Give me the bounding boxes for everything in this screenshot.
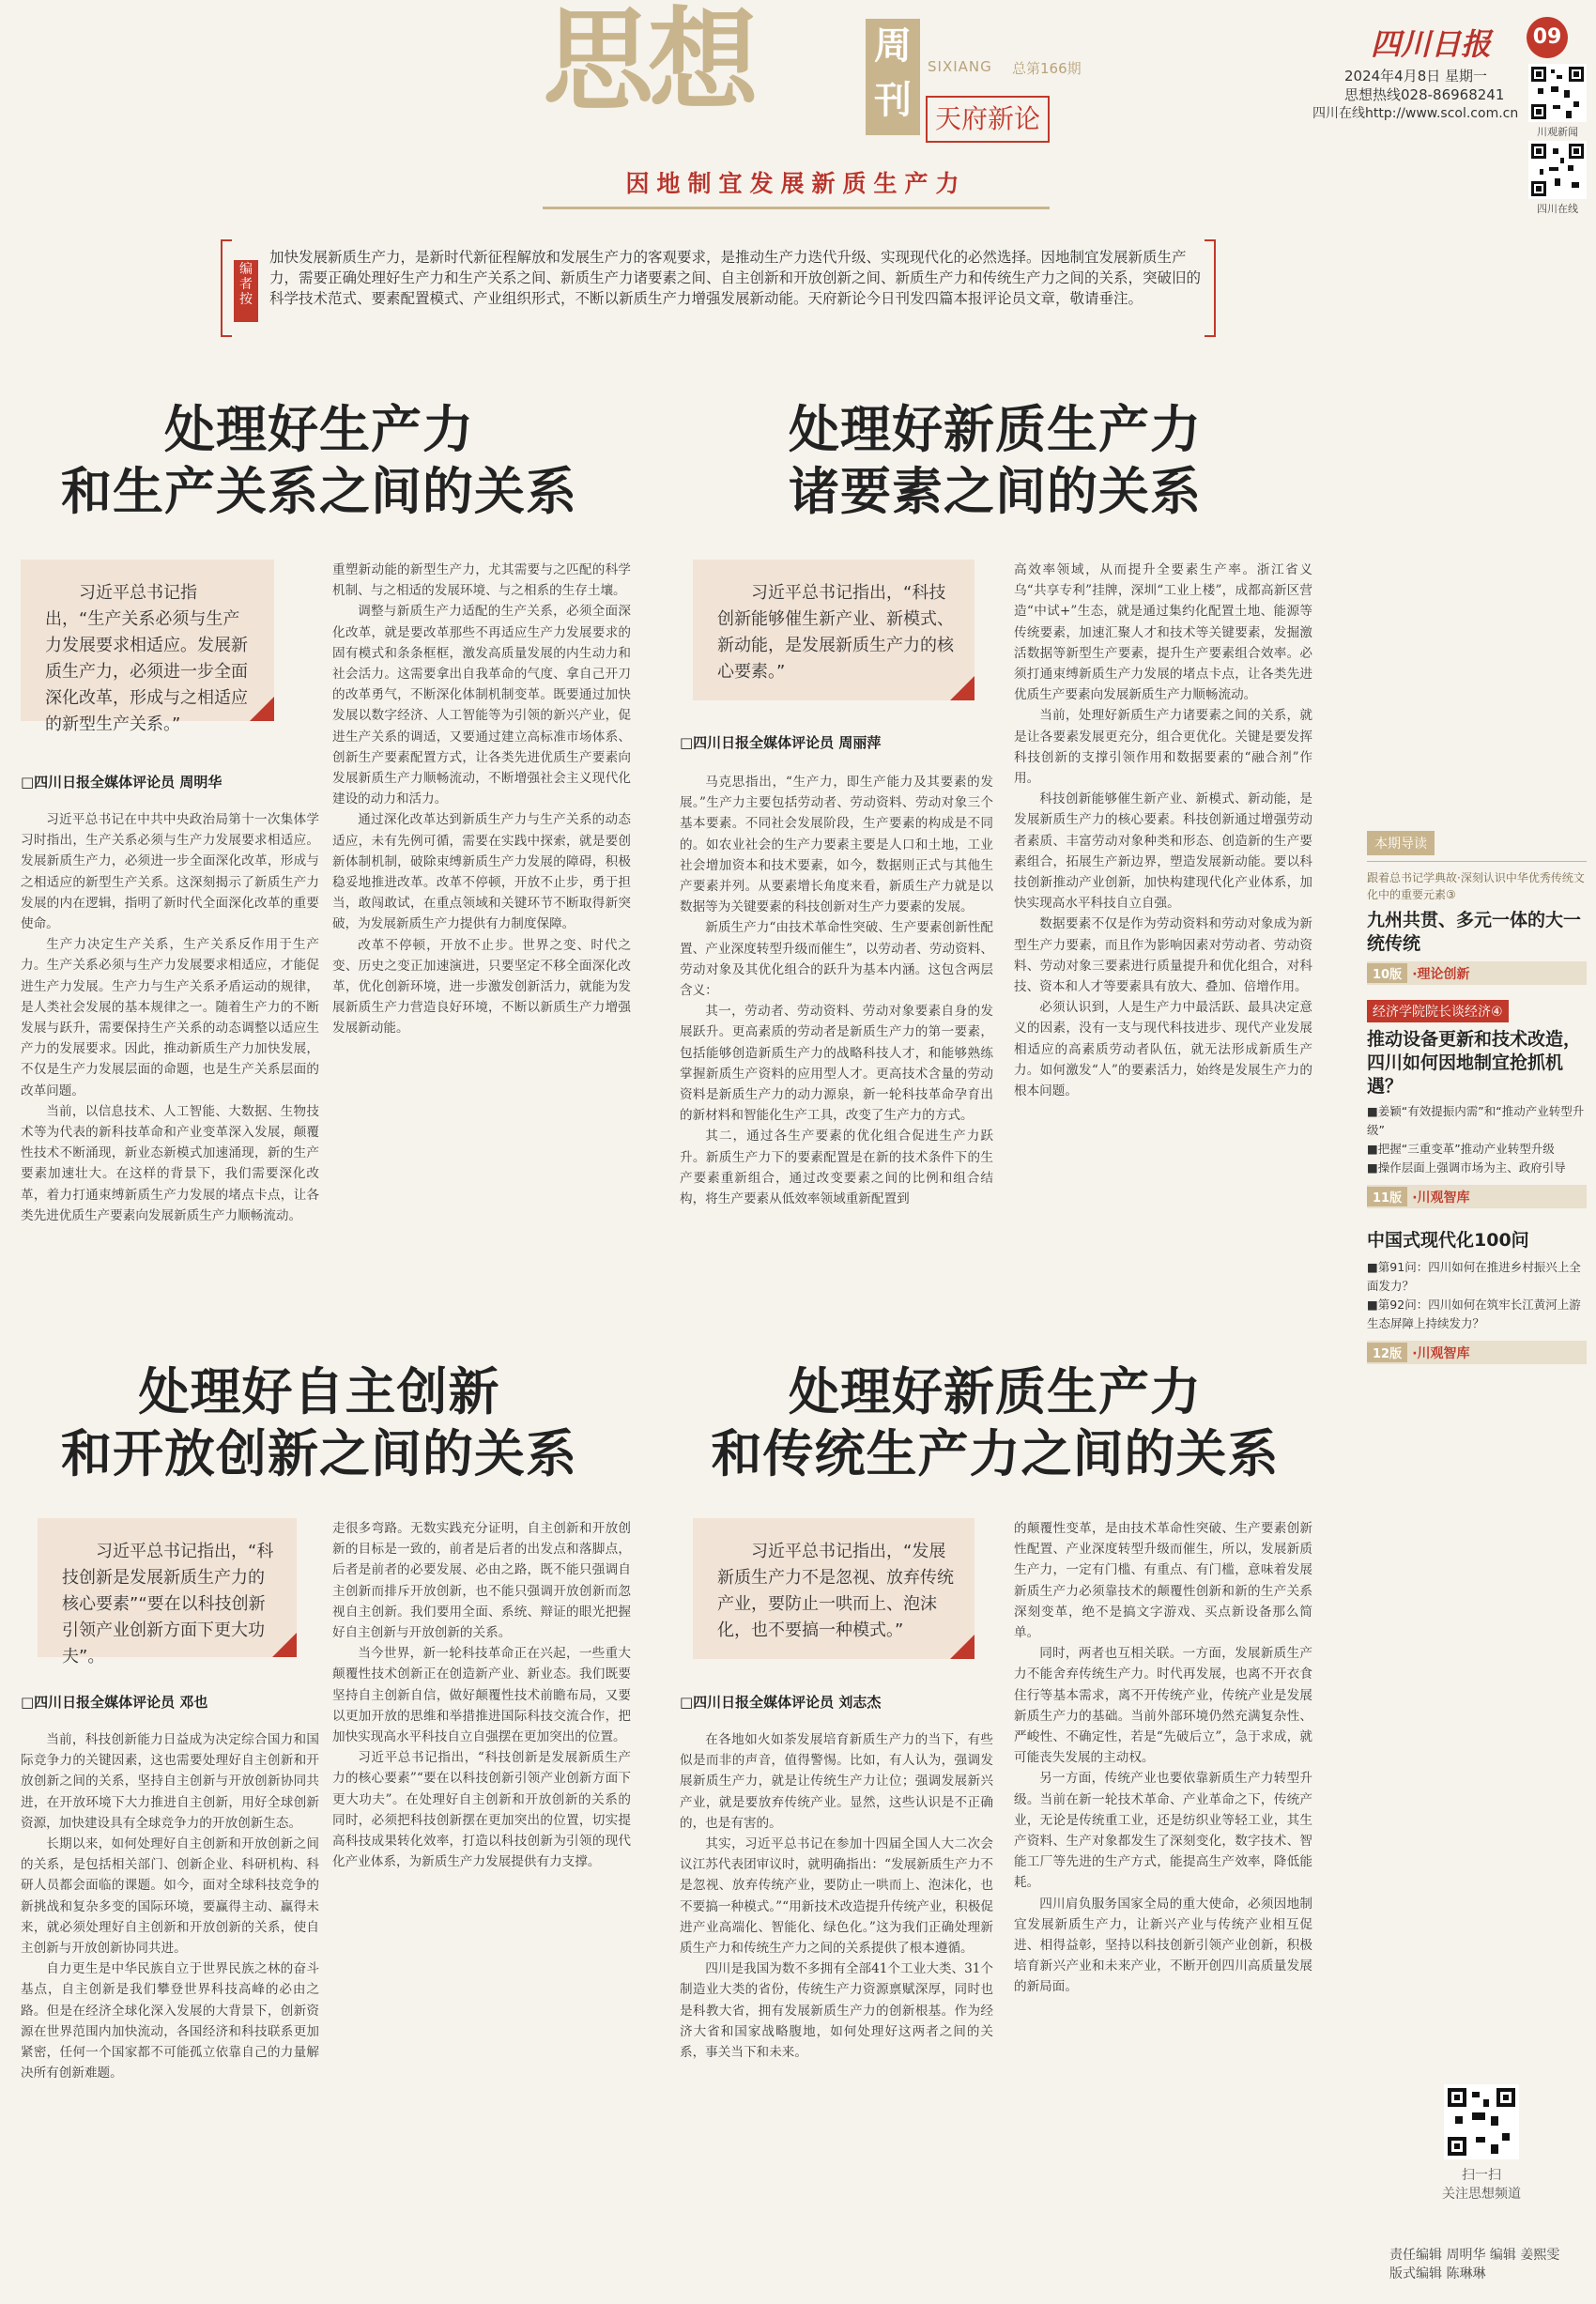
paragraph: 在各地如火如荼发展培育新质生产力的当下，有些似是而非的声音，值得警惕。比如，有人认为，强调发展新质生产力，就是让传统生产力让位；强调发展新兴产业，就是要放弃传统产业。显然，这些认识是不正确的，也是有害的。 xyxy=(680,1732,993,1831)
newspaper-logo: 四川日报 xyxy=(1371,26,1492,62)
article4-title-line2: 和传统生产力之间的关系 xyxy=(711,1424,1280,1483)
guide-item1-section: ·理论创新 xyxy=(1412,967,1470,982)
qr3-label2: 关注思想频道 xyxy=(1442,2187,1521,2202)
qr3-label1: 扫一扫 xyxy=(1462,2168,1501,2183)
article1-title-line1: 处理好生产力 xyxy=(164,400,474,459)
guide-item2-section: ·川观智库 xyxy=(1412,1190,1470,1206)
article1-title xyxy=(19,399,620,523)
note-bracket-right xyxy=(1205,239,1216,337)
masthead-week: 周刊 xyxy=(866,19,920,135)
note-text: 加快发展新质生产力，是新时代新征程解放和发展生产力的客观要求，是推动生产力迭代升级、实现现代化的必然选择。因地制宜发展新质生产力，需要正确处理好生产力和生产关系之间、新质生产力诸要素之间、自主创新和开放创新之间、新质生产力和传统生产力之间的关系，突破旧的科学技术范式、要素配置模式、产业组织形式，不断以新质生产力增强发展新动能。天府新论今日刊发四篇本报评论员文章，敬请垂注。 xyxy=(269,249,1202,307)
paragraph: 其实，习近平总书记在参加十四届全国人大二次会议江苏代表团审议时，就明确指出：“发展新质生产力不是忽视、放弃传统产业，要防止一哄而上、泡沫化，也不要搞一种模式。”“用新技术改造提升传统产业，积极促进产业高端化、智能化、绿色化。”这为我们正确处理新质生产力和传统生产力之间的关系提供了根本遵循。 xyxy=(680,1836,993,1957)
guide-item2-bullet: ■操作层面上强调市场为主、政府引导 xyxy=(1367,1160,1566,1175)
masthead-title: 思想 xyxy=(543,0,754,126)
paragraph: 四川肩负服务国家全局的重大使命，必须因地制宜发展新质生产力，让新兴产业与传统产业相互促进、相得益彰，坚持以科技创新引领产业创新，积极培育新兴产业和未来产业，不断开创四川高质量发展的新局面。 xyxy=(1014,1896,1312,1995)
quote-corner-icon xyxy=(950,1635,974,1659)
paragraph: 马克思指出，“生产力，即生产能力及其要素的发展。”生产力主要包括劳动者、劳动资料、劳动对象三个基本要素。不同社会发展阶段，生产要素的构成是不同的。如农业社会的生产力要素主要是人口和土地，工业社会增加资本和技术要素，如今，数据则正式与其他生产要素并列。从要素增长角度来看，新质生产力就是以数据等为关键要素的科技创新对生产力要素的发展。 xyxy=(680,775,993,915)
article3-title-line2: 和开放创新之间的关系 xyxy=(61,1424,577,1483)
article2-col2 xyxy=(1014,560,1312,1303)
article2-byline: □四川日报全媒体评论员 周丽萍 xyxy=(680,734,882,751)
guide-item2-page: 11版 xyxy=(1367,1187,1407,1206)
article1-col2 xyxy=(332,560,631,1303)
editor-note xyxy=(221,239,1216,337)
article1-byline: □四川日报全媒体评论员 周明华 xyxy=(21,774,223,791)
paragraph: 四川是我国为数不多拥有全部41个工业大类、31个制造业大类的省份，传统生产力资源禀赋深厚，同时也是科教大省，拥有发展新质生产力的创新根基。作为经济大省和国家战略腹地，如何处理好这两者之间的关系，事关当下和未来。 xyxy=(680,1961,993,2061)
masthead-pinyin: SIXIANG xyxy=(928,58,992,75)
article4-col1 xyxy=(680,1729,993,2293)
article4-title xyxy=(657,1361,1333,1485)
credit-editors: 责任编辑 周明华 编辑 姜熙雯 xyxy=(1389,2248,1560,2263)
masthead-forum: 天府新论 xyxy=(926,96,1050,143)
article4-title-line1: 处理好新质生产力 xyxy=(789,1362,1202,1421)
article2-title-line2: 诸要素之间的关系 xyxy=(789,462,1202,521)
paragraph: 通过深化改革达到新质生产力与生产关系的动态适应，未有先例可循，需要在实践中探索，就是要创新体制机制，破除束缚新质生产力发展的障碍，积极稳妥地推进改革。改革不停顿，开放不止步，勇于担当，敢闯敢试，在重点领域和关键环节不断取得新突破，为发展新质生产力提供有力制度保障。 xyxy=(332,812,631,932)
article4-byline: □四川日报全媒体评论员 刘志杰 xyxy=(680,1694,882,1711)
page-number: 09 xyxy=(1527,17,1568,58)
quote-corner-icon xyxy=(950,676,974,700)
paragraph: 必须认识到，人是生产力中最活跃、最具决定意义的因素，没有一支与现代科技进步、现代产业发展相适应的高素质劳动者队伍，就无法形成新质生产力。如何激发“人”的要素活力，始终是发展生产力的根本问题。 xyxy=(1014,1000,1312,1099)
article4-quote xyxy=(693,1518,974,1659)
note-bracket-left xyxy=(221,239,232,337)
hotline: 思想热线028-86968241 xyxy=(1344,86,1505,103)
article3-quote-text: 习近平总书记指出，“科技创新是发展新质生产力的核心要素”“要在以科技创新引领产业创新方面下更大功夫”。 xyxy=(62,1542,274,1667)
paragraph: 当今世界，新一轮科技革命正在兴起，一些重大颠覆性技术创新正在创造新产业、新业态。我们既要坚持自主创新自信，做好颠覆性技术前瞻布局，又要以更加开放的思维和举措推进国际科技交流合作，把加快实现高水平科技自立自强摆在更加突出的位置。 xyxy=(332,1646,631,1745)
qr-code-icon xyxy=(1528,64,1587,122)
paragraph: 调整与新质生产力适配的生产关系，必须全面深化改革，就是要改革那些不再适应生产力发展要求的固有模式和条条框框，激发高质量发展的内生动力和社会活力。这需要拿出自我革命的气度、拿自己开刀的改革勇气，不断深化体制机制变革。既要通过加快发展以数字经济、人工智能等为引领的新兴产业，促进生产关系的调适，又要通过建立高标准市场体系、创新生产要素配置方式，让各类先进优质生产要素向发展新质生产力顺畅流动，不断增强社会主义现代化建设的动力和活力。 xyxy=(332,604,631,807)
paragraph: 数据要素不仅是作为劳动资料和劳动对象成为新型生产力要素，而且作为影响因素对劳动者、劳动资料、劳动对象三要素进行质量提升和优化组合，对科技、资本和人才等要素具有放大、叠加、倍增作用。 xyxy=(1014,916,1312,995)
article1-col1 xyxy=(21,809,319,1302)
article2-col1 xyxy=(680,772,993,1303)
guide-item3-bullet: ■第92问：四川如何在筑牢长江黄河上游生态屏障上持续发力？ xyxy=(1367,1298,1581,1330)
theme-divider xyxy=(543,207,1050,209)
issue-date: 2024年4月8日 星期一 xyxy=(1344,68,1488,84)
paragraph: 另一方面，传统产业也要依靠新质生产力转型升级。当前在新一轮技术革命、产业革命之下，传统产业，无论是传统重工业，还是纺织业等轻工业，其生产资料、生产对象都发生了深刻变化，数字技术、智能工厂等先进的生产方式，能提高生产效率，降低能耗。 xyxy=(1014,1771,1312,1891)
website: 四川在线http://www.scol.com.cn xyxy=(1312,106,1519,121)
guide-item2-title[interactable]: 推动设备更新和技术改造，四川如何因地制宜抢抓机遇？ xyxy=(1367,1029,1582,1097)
qr-code-icon xyxy=(1528,141,1587,199)
article1-title-line2: 和生产关系之间的关系 xyxy=(61,462,577,521)
paragraph: 新质生产力“由技术革命性突破、生产要素创新性配置、产业深度转型升级而催生”，以劳动者、劳动资料、劳动对象及其优化组合的跃升为基本内涵。这包含两层含义： xyxy=(680,920,993,999)
article2-title xyxy=(657,399,1333,523)
paragraph: 自力更生是中华民族自立于世界民族之林的奋斗基点，自主创新是我们攀登世界科技高峰的必由之路。但是在经济全球化深入发展的大背景下，创新资源在世界范围内加快流动，各国经济和科技联系更加紧密，任何一个国家都不可能孤立依靠自己的力量解决所有创新难题。 xyxy=(21,1961,319,2081)
paragraph: 当前，以信息技术、人工智能、大数据、生物技术等为代表的新科技革命和产业变革深入发展，颠覆性技术不断涌现，新业态新模式加速涌现，新的生产要素加速壮大。在这样的背景下，我们需要深化改革，着力打通束缚新质生产力发展的堵点卡点，让各类先进优质生产要素向发展新质生产力顺畅流动。 xyxy=(21,1103,319,1223)
article2-quote-text: 习近平总书记指出，“科技创新能够催生新产业、新模式、新动能，是发展新质生产力的核心要素。” xyxy=(717,583,954,682)
qr1-label: 川观新闻 xyxy=(1537,126,1578,138)
paragraph: 同时，两者也互相关联。一方面，发展新质生产力不能舍弃传统生产力。时代再发展，也离不开衣食住行等基本需求，离不开传统产业，传统产业是发展新质生产力的基础。当前外部环境仍然充满复杂性、严峻性、不确定性，若是“先破后立”，急于求成，就可能丧失发展的主动权。 xyxy=(1014,1646,1312,1766)
article4-col2 xyxy=(1014,1518,1312,2294)
article3-title xyxy=(19,1361,620,1485)
econ-label: 经济学院院长谈经济④ xyxy=(1367,1000,1509,1022)
paragraph: 习近平总书记在中共中央政治局第十一次集体学习时指出，生产关系必须与生产力发展要求相适应。发展新质生产力，必须进一步全面深化改革，形成与之相适应的新型生产关系。这深刻揭示了新质生产力发展的内在逻辑，指明了新时代全面深化改革的重要使命。 xyxy=(21,812,319,932)
paragraph: 走很多弯路。无数实践充分证明，自主创新和开放创新的目标是一致的，前者是后者的出发点和落脚点，后者是前者的必要发展、必由之路，既不能只强调自主创新而排斥开放创新，也不能只强调开放创新而忽视自主创新。我们要用全面、系统、辩证的眼光把握好自主创新与开放创新的关系。 xyxy=(332,1521,631,1641)
qr-code-icon xyxy=(1444,2084,1519,2159)
article3-col2 xyxy=(332,1518,631,2294)
masthead-issue: 总第166期 xyxy=(1012,60,1082,77)
guide-sidebar xyxy=(1367,831,1587,1364)
article3-byline: □四川日报全媒体评论员 邓也 xyxy=(21,1694,208,1711)
paragraph: 高效率领域，从而提升全要素生产率。浙江省义乌“共享专利”挂牌，深圳“工业上楼”，成都高新区营造“中试+”生态，就是通过集约化配置土地、能源等传统要素，加速汇聚人才和技术等关键要素，发掘激活数据等新型生产要素，提升生产要素组合效率。必须打通束缚新质生产力发展的堵点卡点，让各类先进优质生产要素向发展新质生产力顺畅流动。 xyxy=(1014,562,1312,703)
paragraph: 其二，通过各生产要素的优化组合促进生产力跃升。新质生产力下的要素配置是在新的技术条件下的生产要素重新组合，通过改变要素之间的比例和组合结构，将生产要素从低效率领域重新配置到 xyxy=(680,1129,993,1207)
guide-item1-page: 10版 xyxy=(1367,963,1407,983)
quote-corner-icon xyxy=(272,1633,297,1657)
guide-item3-page: 12版 xyxy=(1367,1343,1407,1362)
article3-col1 xyxy=(21,1729,319,2293)
paragraph: 其一，劳动者、劳动资料、劳动对象要素自身的发展跃升。更高素质的劳动者是新质生产力的第一要素，包括能够创造新质生产力的战略科技人才，和能够熟练掌握新质生产资料的应用型人才。更高技术含量的劳动资料是新质生产力的动力源泉，新一轮科技革命孕育出的新材料和智能化生产工具，改变了生产力的方式。 xyxy=(680,1004,993,1124)
guide-item2-bullet: ■姜颖“有效提振内需”和“推动产业转型升级” xyxy=(1367,1104,1585,1137)
note-tag: 编者按 xyxy=(234,260,258,322)
paragraph: 生产力决定生产关系，生产关系反作用于生产力。生产关系必须与生产力发展要求相适应，才能促进生产力发展。生产力与生产关系矛盾运动的规律，是人类社会发展的基本规律之一。随着生产力的不断发展与跃升，需要保持生产关系的动态调整以适应生产力的发展要求。因此，推动新质生产力加快发展，不仅是生产力发展层面的命题，也是生产关系层面的改革问题。 xyxy=(21,937,319,1098)
guide-item1-title[interactable]: 九州共贯、多元一体的大一统传统 xyxy=(1367,910,1582,954)
paragraph: 改革不停顿，开放不止步。世界之变、时代之变、历史之变正加速演进，只要坚定不移全面深化改革，优化创新环境，进一步激发创新活力，就能为发展新质生产力营造良好环境，不断以新质生产力增强发展新动能。 xyxy=(332,937,631,1037)
paragraph: 的颠覆性变革，是由技术革命性突破、生产要素创新性配置、产业深度转型升级而催生，所以，发展新质生产力，一定有门槛、有重点、有门槛，意味着发展新质生产力必须靠技术的颠覆性创新和新的生产关系深刻变革，绝不是搞文字游戏、买点新设备那么简单。 xyxy=(1014,1521,1312,1641)
article1-quote xyxy=(21,560,274,734)
paragraph: 科技创新能够催生新产业、新模式、新动能，是发展新质生产力的核心要素。科技创新通过增强劳动者素质、丰富劳动对象种类和形态、创造新的生产要素组合，拓展生产新边界，塑造发展新动能。要以科技创新推动产业创新，加快构建现代化产业体系，加快实现高水平科技自立自强。 xyxy=(1014,791,1312,912)
paragraph: 长期以来，如何处理好自主创新和开放创新之间的关系，是包括相关部门、创新企业、科研机构、科研人员都会面临的课题。如今，面对全球科技竞争的新挑战和复杂多变的国际环境，要赢得主动、赢得未来，就必须处理好自主创新和开放创新的关系，使自主创新与开放创新协同共进。 xyxy=(21,1836,319,1957)
credits xyxy=(1389,2246,1559,2283)
article4-quote-text: 习近平总书记指出，“发展新质生产力不是忽视、放弃传统产业，要防止一哄而上、泡沫化，也不要搞一种模式。” xyxy=(717,1542,954,1640)
qr2-label: 四川在线 xyxy=(1537,203,1578,215)
quote-corner-icon xyxy=(250,697,274,721)
guide-item1-kicker: 跟着总书记学典故·深刻认识中华优秀传统文化中的重要元素③ xyxy=(1367,871,1585,901)
credit-layout: 版式编辑 陈琳琳 xyxy=(1389,2266,1486,2281)
article1-quote-text: 习近平总书记指出，“生产关系必须与生产力发展要求相适应。发展新质生产力，必须进一步全面深化改革，形成与之相适应的新型生产关系。” xyxy=(45,583,248,734)
paragraph: 习近平总书记指出，“科技创新是发展新质生产力的核心要素”“要在以科技创新引领产业创新方面下更大功夫”。在处理好自主创新和开放创新的关系的同时，必须把科技创新摆在更加突出的位置，切实提高科技成果转化效率，打造以科技创新为引领的现代化产业体系，为新质生产力发展提供有力支撑。 xyxy=(332,1750,631,1870)
article3-quote xyxy=(38,1518,297,1667)
paragraph: 当前，处理好新质生产力诸要素之间的关系，就是让各要素发展更充分，组合更优化。关键是要发挥科技创新的支撑引领作用和数据要素的“融合剂”作用。 xyxy=(1014,708,1312,787)
guide-item3-bullet: ■第91问：四川如何在推进乡村振兴上全面发力？ xyxy=(1367,1260,1581,1293)
guide-item3-title[interactable]: 中国式现代化100问 xyxy=(1367,1230,1529,1251)
guide-label: 本期导读 xyxy=(1367,831,1435,855)
paragraph: 重塑新动能的新型生产力，尤其需要与之匹配的科学机制、与之相适的发展环境、与之相系的生存土壤。 xyxy=(332,562,631,599)
article3-title-line1: 处理好自主创新 xyxy=(138,1362,500,1421)
theme-title: 因地制宜发展新质生产力 xyxy=(625,170,967,197)
article2-title-line1: 处理好新质生产力 xyxy=(789,400,1202,459)
paragraph: 当前，科技创新能力日益成为决定综合国力和国际竞争力的关键因素，这也需要处理好自主创新和开放创新之间的关系，坚持自主创新与开放创新协同共进，在开放环境下大力推进自主创新，用好全球创新资源，加快建设具有全球竞争力的开放创新生态。 xyxy=(21,1732,319,1831)
article2-quote xyxy=(693,560,974,700)
guide-item3-section: ·川观智库 xyxy=(1412,1346,1470,1361)
guide-item2-bullet: ■把握“三重变革”推动产业转型升级 xyxy=(1367,1142,1555,1156)
